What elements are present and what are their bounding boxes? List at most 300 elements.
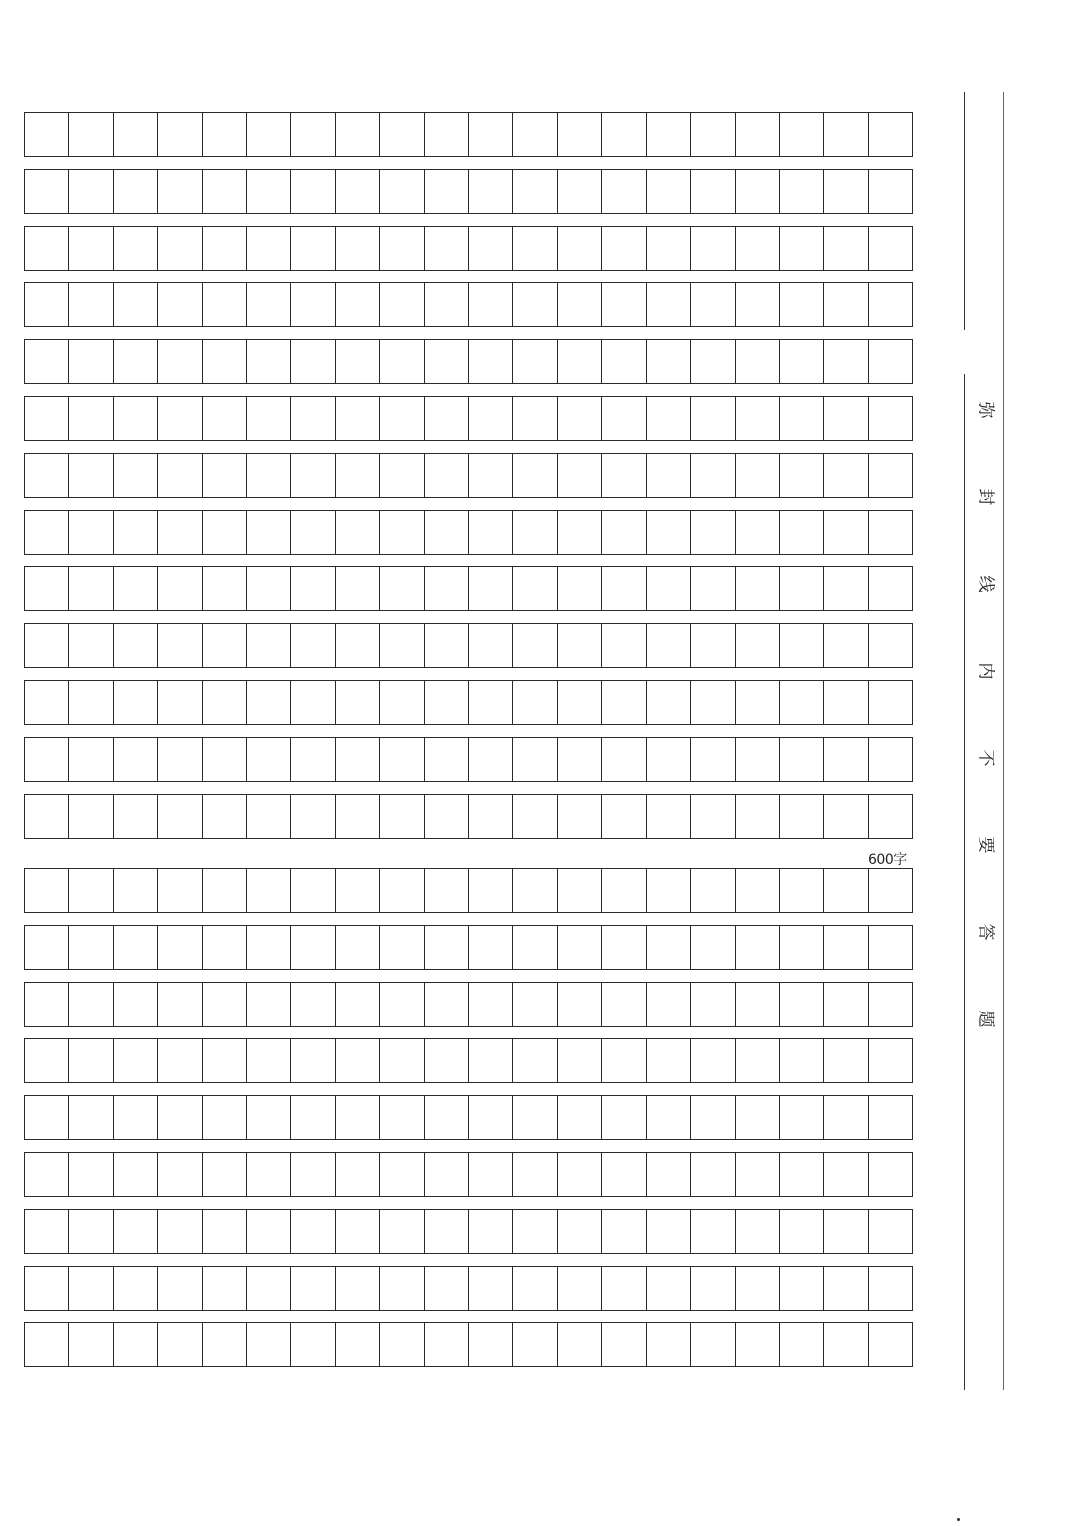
grid-cell[interactable] <box>823 983 867 1026</box>
grid-cell[interactable] <box>290 983 334 1026</box>
grid-cell[interactable] <box>557 869 601 912</box>
grid-cell[interactable] <box>868 1039 912 1082</box>
grid-cell[interactable] <box>290 227 334 270</box>
grid-cell[interactable] <box>68 983 112 1026</box>
grid-cell[interactable] <box>557 1096 601 1139</box>
grid-cell[interactable] <box>468 113 512 156</box>
grid-cell[interactable] <box>735 983 779 1026</box>
grid-cell[interactable] <box>113 227 157 270</box>
grid-cell[interactable] <box>424 983 468 1026</box>
grid-cell[interactable] <box>646 624 690 667</box>
grid-cell[interactable] <box>868 1267 912 1310</box>
grid-cell[interactable] <box>113 567 157 610</box>
grid-cell[interactable] <box>823 795 867 838</box>
grid-cell[interactable] <box>335 926 379 969</box>
grid-cell[interactable] <box>246 983 290 1026</box>
grid-cell[interactable] <box>335 1267 379 1310</box>
grid-cell[interactable] <box>290 454 334 497</box>
grid-cell[interactable] <box>157 1323 201 1366</box>
grid-cell[interactable] <box>202 170 246 213</box>
grid-cell[interactable] <box>202 795 246 838</box>
grid-cell[interactable] <box>646 1153 690 1196</box>
grid-cell[interactable] <box>25 926 68 969</box>
grid-cell[interactable] <box>335 1323 379 1366</box>
grid-cell[interactable] <box>868 511 912 554</box>
grid-cell[interactable] <box>157 983 201 1026</box>
grid-cell[interactable] <box>601 283 645 326</box>
grid-cell[interactable] <box>646 170 690 213</box>
grid-cell[interactable] <box>512 227 556 270</box>
grid-cell[interactable] <box>25 283 68 326</box>
grid-cell[interactable] <box>157 567 201 610</box>
grid-cell[interactable] <box>690 1153 734 1196</box>
grid-cell[interactable] <box>68 227 112 270</box>
grid-cell[interactable] <box>779 1096 823 1139</box>
grid-cell[interactable] <box>290 397 334 440</box>
grid-cell[interactable] <box>557 1153 601 1196</box>
grid-cell[interactable] <box>246 113 290 156</box>
grid-cell[interactable] <box>735 1039 779 1082</box>
grid-cell[interactable] <box>468 869 512 912</box>
grid-cell[interactable] <box>113 983 157 1026</box>
grid-cell[interactable] <box>823 869 867 912</box>
grid-cell[interactable] <box>646 1039 690 1082</box>
grid-cell[interactable] <box>779 869 823 912</box>
grid-cell[interactable] <box>68 795 112 838</box>
grid-cell[interactable] <box>468 397 512 440</box>
grid-cell[interactable] <box>290 340 334 383</box>
grid-cell[interactable] <box>601 1323 645 1366</box>
grid-cell[interactable] <box>646 1267 690 1310</box>
grid-cell[interactable] <box>779 1210 823 1253</box>
grid-cell[interactable] <box>424 454 468 497</box>
grid-cell[interactable] <box>335 624 379 667</box>
grid-cell[interactable] <box>823 1210 867 1253</box>
grid-cell[interactable] <box>290 1039 334 1082</box>
grid-cell[interactable] <box>823 681 867 724</box>
grid-cell[interactable] <box>335 681 379 724</box>
grid-cell[interactable] <box>601 1210 645 1253</box>
grid-cell[interactable] <box>25 511 68 554</box>
grid-cell[interactable] <box>646 397 690 440</box>
grid-cell[interactable] <box>557 1210 601 1253</box>
grid-cell[interactable] <box>823 567 867 610</box>
grid-cell[interactable] <box>557 113 601 156</box>
grid-cell[interactable] <box>424 340 468 383</box>
grid-cell[interactable] <box>424 1153 468 1196</box>
grid-cell[interactable] <box>735 795 779 838</box>
grid-cell[interactable] <box>68 1267 112 1310</box>
grid-cell[interactable] <box>113 1096 157 1139</box>
grid-cell[interactable] <box>512 869 556 912</box>
grid-cell[interactable] <box>202 681 246 724</box>
grid-cell[interactable] <box>779 624 823 667</box>
grid-cell[interactable] <box>290 795 334 838</box>
grid-cell[interactable] <box>823 1153 867 1196</box>
grid-cell[interactable] <box>335 340 379 383</box>
grid-cell[interactable] <box>646 1323 690 1366</box>
grid-cell[interactable] <box>424 227 468 270</box>
grid-cell[interactable] <box>68 1039 112 1082</box>
grid-cell[interactable] <box>868 1210 912 1253</box>
grid-cell[interactable] <box>25 624 68 667</box>
grid-cell[interactable] <box>690 624 734 667</box>
grid-cell[interactable] <box>735 283 779 326</box>
grid-cell[interactable] <box>468 624 512 667</box>
grid-cell[interactable] <box>601 454 645 497</box>
grid-cell[interactable] <box>246 1210 290 1253</box>
grid-cell[interactable] <box>646 340 690 383</box>
grid-cell[interactable] <box>335 283 379 326</box>
grid-cell[interactable] <box>113 926 157 969</box>
grid-cell[interactable] <box>512 1039 556 1082</box>
grid-cell[interactable] <box>202 624 246 667</box>
grid-cell[interactable] <box>512 795 556 838</box>
grid-cell[interactable] <box>68 738 112 781</box>
grid-cell[interactable] <box>823 397 867 440</box>
grid-cell[interactable] <box>424 567 468 610</box>
grid-cell[interactable] <box>202 567 246 610</box>
grid-cell[interactable] <box>823 1096 867 1139</box>
grid-cell[interactable] <box>68 283 112 326</box>
grid-cell[interactable] <box>379 397 423 440</box>
grid-cell[interactable] <box>379 869 423 912</box>
grid-cell[interactable] <box>468 1323 512 1366</box>
grid-cell[interactable] <box>379 681 423 724</box>
grid-cell[interactable] <box>113 1323 157 1366</box>
grid-cell[interactable] <box>113 624 157 667</box>
grid-cell[interactable] <box>512 1153 556 1196</box>
grid-cell[interactable] <box>512 624 556 667</box>
grid-cell[interactable] <box>468 511 512 554</box>
grid-cell[interactable] <box>779 113 823 156</box>
grid-cell[interactable] <box>379 170 423 213</box>
grid-cell[interactable] <box>468 983 512 1026</box>
grid-cell[interactable] <box>779 983 823 1026</box>
grid-cell[interactable] <box>424 1267 468 1310</box>
grid-cell[interactable] <box>424 283 468 326</box>
grid-cell[interactable] <box>246 1153 290 1196</box>
grid-cell[interactable] <box>202 283 246 326</box>
grid-cell[interactable] <box>379 1096 423 1139</box>
grid-cell[interactable] <box>25 397 68 440</box>
grid-cell[interactable] <box>557 926 601 969</box>
grid-cell[interactable] <box>646 511 690 554</box>
grid-cell[interactable] <box>779 926 823 969</box>
grid-cell[interactable] <box>290 1267 334 1310</box>
grid-cell[interactable] <box>468 227 512 270</box>
grid-cell[interactable] <box>246 340 290 383</box>
grid-cell[interactable] <box>468 340 512 383</box>
grid-cell[interactable] <box>290 738 334 781</box>
grid-cell[interactable] <box>113 340 157 383</box>
grid-cell[interactable] <box>157 340 201 383</box>
grid-cell[interactable] <box>25 1153 68 1196</box>
grid-cell[interactable] <box>468 1039 512 1082</box>
grid-cell[interactable] <box>823 1267 867 1310</box>
grid-cell[interactable] <box>202 397 246 440</box>
grid-cell[interactable] <box>25 170 68 213</box>
grid-cell[interactable] <box>512 983 556 1026</box>
grid-cell[interactable] <box>868 454 912 497</box>
grid-cell[interactable] <box>512 1323 556 1366</box>
grid-cell[interactable] <box>868 397 912 440</box>
grid-cell[interactable] <box>25 340 68 383</box>
grid-cell[interactable] <box>157 624 201 667</box>
grid-cell[interactable] <box>157 738 201 781</box>
grid-cell[interactable] <box>601 795 645 838</box>
grid-cell[interactable] <box>690 567 734 610</box>
grid-cell[interactable] <box>512 454 556 497</box>
grid-cell[interactable] <box>68 1323 112 1366</box>
grid-cell[interactable] <box>468 1267 512 1310</box>
grid-cell[interactable] <box>690 511 734 554</box>
grid-cell[interactable] <box>557 567 601 610</box>
grid-cell[interactable] <box>735 1096 779 1139</box>
grid-cell[interactable] <box>468 1153 512 1196</box>
grid-cell[interactable] <box>557 227 601 270</box>
grid-cell[interactable] <box>68 511 112 554</box>
grid-cell[interactable] <box>157 170 201 213</box>
grid-cell[interactable] <box>557 283 601 326</box>
grid-cell[interactable] <box>735 869 779 912</box>
grid-cell[interactable] <box>424 397 468 440</box>
grid-cell[interactable] <box>113 738 157 781</box>
grid-cell[interactable] <box>735 681 779 724</box>
grid-cell[interactable] <box>290 681 334 724</box>
grid-cell[interactable] <box>68 681 112 724</box>
grid-cell[interactable] <box>735 227 779 270</box>
grid-cell[interactable] <box>557 1267 601 1310</box>
grid-cell[interactable] <box>601 397 645 440</box>
grid-cell[interactable] <box>290 1096 334 1139</box>
grid-cell[interactable] <box>823 1323 867 1366</box>
grid-cell[interactable] <box>735 624 779 667</box>
grid-cell[interactable] <box>735 1210 779 1253</box>
grid-cell[interactable] <box>68 170 112 213</box>
grid-cell[interactable] <box>779 454 823 497</box>
grid-cell[interactable] <box>868 624 912 667</box>
grid-cell[interactable] <box>25 983 68 1026</box>
grid-cell[interactable] <box>202 1210 246 1253</box>
grid-cell[interactable] <box>202 738 246 781</box>
grid-cell[interactable] <box>113 113 157 156</box>
grid-cell[interactable] <box>379 795 423 838</box>
grid-cell[interactable] <box>779 567 823 610</box>
grid-cell[interactable] <box>601 227 645 270</box>
grid-cell[interactable] <box>246 227 290 270</box>
grid-cell[interactable] <box>823 227 867 270</box>
grid-cell[interactable] <box>601 926 645 969</box>
grid-cell[interactable] <box>424 113 468 156</box>
grid-cell[interactable] <box>290 926 334 969</box>
grid-cell[interactable] <box>468 454 512 497</box>
grid-cell[interactable] <box>601 869 645 912</box>
grid-cell[interactable] <box>868 227 912 270</box>
grid-cell[interactable] <box>690 170 734 213</box>
grid-cell[interactable] <box>335 738 379 781</box>
grid-cell[interactable] <box>25 567 68 610</box>
grid-cell[interactable] <box>823 511 867 554</box>
grid-cell[interactable] <box>735 511 779 554</box>
grid-cell[interactable] <box>113 170 157 213</box>
grid-cell[interactable] <box>379 1210 423 1253</box>
grid-cell[interactable] <box>646 1096 690 1139</box>
grid-cell[interactable] <box>512 397 556 440</box>
grid-cell[interactable] <box>646 113 690 156</box>
grid-cell[interactable] <box>335 170 379 213</box>
grid-cell[interactable] <box>557 454 601 497</box>
grid-cell[interactable] <box>379 1267 423 1310</box>
grid-cell[interactable] <box>823 738 867 781</box>
grid-cell[interactable] <box>246 1039 290 1082</box>
grid-cell[interactable] <box>601 681 645 724</box>
grid-cell[interactable] <box>246 869 290 912</box>
grid-cell[interactable] <box>601 624 645 667</box>
grid-cell[interactable] <box>735 738 779 781</box>
grid-cell[interactable] <box>246 567 290 610</box>
grid-cell[interactable] <box>246 926 290 969</box>
grid-cell[interactable] <box>202 1323 246 1366</box>
grid-cell[interactable] <box>468 681 512 724</box>
grid-cell[interactable] <box>424 681 468 724</box>
grid-cell[interactable] <box>779 283 823 326</box>
grid-cell[interactable] <box>690 681 734 724</box>
grid-cell[interactable] <box>512 567 556 610</box>
grid-cell[interactable] <box>113 1039 157 1082</box>
grid-cell[interactable] <box>468 1210 512 1253</box>
grid-cell[interactable] <box>379 1153 423 1196</box>
grid-cell[interactable] <box>25 738 68 781</box>
grid-cell[interactable] <box>68 113 112 156</box>
grid-cell[interactable] <box>690 283 734 326</box>
grid-cell[interactable] <box>335 113 379 156</box>
grid-cell[interactable] <box>25 1096 68 1139</box>
grid-cell[interactable] <box>335 511 379 554</box>
grid-cell[interactable] <box>379 283 423 326</box>
grid-cell[interactable] <box>246 283 290 326</box>
grid-cell[interactable] <box>113 681 157 724</box>
grid-cell[interactable] <box>424 926 468 969</box>
grid-cell[interactable] <box>823 283 867 326</box>
grid-cell[interactable] <box>157 1267 201 1310</box>
grid-cell[interactable] <box>468 283 512 326</box>
grid-cell[interactable] <box>25 227 68 270</box>
grid-cell[interactable] <box>424 738 468 781</box>
grid-cell[interactable] <box>290 567 334 610</box>
grid-cell[interactable] <box>202 1039 246 1082</box>
grid-cell[interactable] <box>601 1096 645 1139</box>
grid-cell[interactable] <box>557 340 601 383</box>
grid-cell[interactable] <box>113 1210 157 1253</box>
grid-cell[interactable] <box>823 624 867 667</box>
grid-cell[interactable] <box>68 926 112 969</box>
grid-cell[interactable] <box>735 454 779 497</box>
grid-cell[interactable] <box>246 624 290 667</box>
grid-cell[interactable] <box>335 795 379 838</box>
grid-cell[interactable] <box>557 738 601 781</box>
grid-cell[interactable] <box>25 1039 68 1082</box>
grid-cell[interactable] <box>690 340 734 383</box>
grid-cell[interactable] <box>468 170 512 213</box>
grid-cell[interactable] <box>557 1039 601 1082</box>
grid-cell[interactable] <box>690 983 734 1026</box>
grid-cell[interactable] <box>512 738 556 781</box>
grid-cell[interactable] <box>246 1267 290 1310</box>
grid-cell[interactable] <box>823 454 867 497</box>
grid-cell[interactable] <box>290 511 334 554</box>
grid-cell[interactable] <box>379 511 423 554</box>
grid-cell[interactable] <box>113 454 157 497</box>
grid-cell[interactable] <box>779 681 823 724</box>
grid-cell[interactable] <box>335 567 379 610</box>
grid-cell[interactable] <box>290 1323 334 1366</box>
grid-cell[interactable] <box>25 454 68 497</box>
grid-cell[interactable] <box>690 795 734 838</box>
grid-cell[interactable] <box>246 795 290 838</box>
grid-cell[interactable] <box>113 1153 157 1196</box>
grid-cell[interactable] <box>868 1096 912 1139</box>
grid-cell[interactable] <box>424 511 468 554</box>
grid-cell[interactable] <box>557 983 601 1026</box>
grid-cell[interactable] <box>601 1267 645 1310</box>
grid-cell[interactable] <box>779 397 823 440</box>
grid-cell[interactable] <box>157 113 201 156</box>
grid-cell[interactable] <box>157 869 201 912</box>
grid-cell[interactable] <box>690 869 734 912</box>
grid-cell[interactable] <box>601 738 645 781</box>
grid-cell[interactable] <box>246 1096 290 1139</box>
grid-cell[interactable] <box>202 983 246 1026</box>
grid-cell[interactable] <box>113 795 157 838</box>
grid-cell[interactable] <box>512 1267 556 1310</box>
grid-cell[interactable] <box>68 397 112 440</box>
grid-cell[interactable] <box>868 795 912 838</box>
grid-cell[interactable] <box>379 926 423 969</box>
grid-cell[interactable] <box>601 113 645 156</box>
grid-cell[interactable] <box>157 681 201 724</box>
grid-cell[interactable] <box>246 738 290 781</box>
grid-cell[interactable] <box>290 1210 334 1253</box>
grid-cell[interactable] <box>646 926 690 969</box>
grid-cell[interactable] <box>424 869 468 912</box>
grid-cell[interactable] <box>735 1323 779 1366</box>
grid-cell[interactable] <box>557 624 601 667</box>
grid-cell[interactable] <box>823 340 867 383</box>
grid-cell[interactable] <box>646 738 690 781</box>
grid-cell[interactable] <box>868 869 912 912</box>
grid-cell[interactable] <box>157 1210 201 1253</box>
grid-cell[interactable] <box>468 567 512 610</box>
grid-cell[interactable] <box>202 1096 246 1139</box>
grid-cell[interactable] <box>823 113 867 156</box>
grid-cell[interactable] <box>157 227 201 270</box>
grid-cell[interactable] <box>379 113 423 156</box>
grid-cell[interactable] <box>868 283 912 326</box>
grid-cell[interactable] <box>601 511 645 554</box>
grid-cell[interactable] <box>868 567 912 610</box>
grid-cell[interactable] <box>157 511 201 554</box>
grid-cell[interactable] <box>157 1096 201 1139</box>
grid-cell[interactable] <box>246 511 290 554</box>
grid-cell[interactable] <box>202 1267 246 1310</box>
grid-cell[interactable] <box>735 567 779 610</box>
grid-cell[interactable] <box>335 1096 379 1139</box>
grid-cell[interactable] <box>512 283 556 326</box>
grid-cell[interactable] <box>25 113 68 156</box>
grid-cell[interactable] <box>735 1153 779 1196</box>
grid-cell[interactable] <box>379 738 423 781</box>
